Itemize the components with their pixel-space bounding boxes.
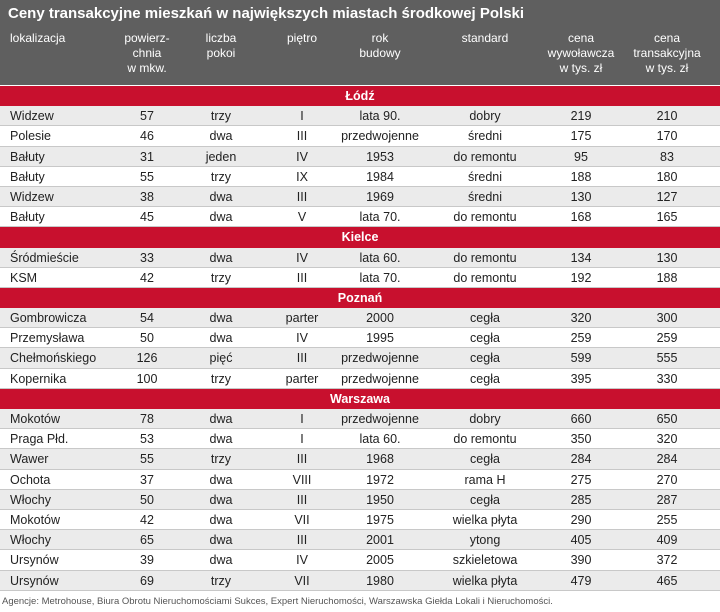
table-cell: 479 [570,573,592,588]
table-cell: 50 [140,331,154,346]
table-cell: 78 [140,412,154,426]
table-row [0,550,720,570]
table-cell: do remontu [453,250,517,265]
table-cell: 270 [656,472,678,487]
table-row [0,490,720,510]
table-cell: 1980 [366,573,394,588]
table-cell: 170 [656,129,678,144]
table-cell: 599 [570,351,592,366]
table-cell: Ursynów [10,553,59,568]
table-cell: 65 [140,533,154,548]
table-cell: III [296,189,308,204]
table-cell: Ursynów [10,573,59,588]
table-cell: 290 [570,512,592,527]
table-cell: 409 [656,533,678,548]
table-cell: Bałuty [10,169,45,184]
table-cell: 1975 [366,512,394,527]
table-cell: 31 [140,149,154,164]
table-cell: 395 [570,371,592,386]
header-standard [430,31,540,46]
table-cell: Bałuty [10,210,45,225]
table-cell: IV [296,149,308,164]
table-row [0,530,720,550]
table-row [0,571,720,591]
table-cell: dobry [469,412,501,426]
table-cell: dwa [209,472,233,487]
table-cell: dwa [209,250,233,265]
table-row [0,429,720,449]
table-cell: Przemysława [10,331,85,346]
table-cell: IV [296,250,308,265]
header-line: liczba [205,31,237,45]
table-cell: dwa [209,311,233,326]
header-line: chnia [132,46,162,60]
table-cell: 1953 [366,149,394,164]
table-row [0,106,720,126]
table-cell: 330 [656,371,678,386]
header-cena-wywolawcza [545,31,617,76]
header-line: transakcyjna [633,46,701,60]
table-cell: 192 [570,270,592,285]
table-row [0,409,720,429]
table-row [0,126,720,146]
header-cena-transakcyjna [628,31,706,76]
city-section-header: Poznań [0,288,720,308]
table-cell: Mokotów [10,412,61,426]
table-cell: cegła [470,351,500,366]
table-cell: I [300,432,304,447]
table-cell: 465 [656,573,678,588]
header-line: w tys. zł [559,61,603,75]
table-cell: do remontu [453,210,517,225]
table-cell: 50 [140,492,154,507]
table-cell: 660 [570,412,592,426]
table-cell: dwa [209,432,233,447]
table-cell: 53 [140,432,154,447]
header-line: powierz- [124,31,170,45]
table-row [0,369,720,389]
table-cell: średni [467,129,503,144]
table-row [0,187,720,207]
table-cell: Widzew [10,109,54,124]
table-cell: 1995 [366,331,394,346]
table-cell: cegła [470,311,500,326]
table-cell: III [296,533,308,548]
table-cell: wielka płyta [452,573,518,588]
table-cell: 210 [656,109,678,124]
table-cell: 45 [140,210,154,225]
table-cell: 130 [570,189,592,204]
table-cell: dwa [209,553,233,568]
table-row [0,449,720,469]
table-cell: III [296,452,308,467]
city-section-header: Warszawa [0,389,720,409]
table-cell: V [297,210,307,225]
table-cell: Widzew [10,189,54,204]
table-cell: jeden [205,149,237,164]
table-cell: 83 [660,149,674,164]
table-cell: 134 [570,250,592,265]
table-cell: 2000 [366,311,394,326]
table-cell: Bałuty [10,149,45,164]
table-cell: trzy [210,270,232,285]
table-cell: 1968 [366,452,394,467]
header-line: wywoławcza [547,46,615,60]
table-cell: 42 [140,512,154,527]
table-cell: 175 [570,129,592,144]
table-cell: VII [294,573,310,588]
table-cell: ytong [469,533,501,548]
table-cell: parter [285,371,319,386]
table-cell: dwa [209,512,233,527]
table-cell: Gombrowicza [10,311,87,326]
table-cell: 285 [570,492,592,507]
table-cell: 57 [140,109,154,124]
table-cell: VII [294,512,310,527]
header-line: w tys. zł [645,61,689,75]
table-cell: 650 [656,412,678,426]
table-cell: 1969 [366,189,394,204]
table-cell: 2005 [366,553,394,568]
table-row [0,167,720,187]
header-line: piętro [286,31,318,45]
table-cell: 320 [656,432,678,447]
table-cell: dwa [209,331,233,346]
table-cell: 130 [656,250,678,265]
table-cell: Ochota [10,472,51,487]
table-cell: 350 [570,432,592,447]
header-powierzchnia [118,31,176,76]
header-rok-budowy [330,31,430,61]
table-row [0,348,720,368]
table-cell: przedwojenne [341,129,419,144]
table-cell: lata 60. [359,250,401,265]
table-cell: IV [296,331,308,346]
table-cell: 180 [656,169,678,184]
table-body [0,86,720,591]
table-cell: dwa [209,210,233,225]
table-header [0,27,720,85]
table-cell: Kopernika [10,371,67,386]
table-cell: 275 [570,472,592,487]
table-cell: 42 [140,270,154,285]
table-cell: lata 90. [359,109,401,124]
header-line: budowy [359,46,401,60]
table-cell: trzy [210,452,232,467]
table-row [0,308,720,328]
table-cell: 168 [570,210,592,225]
table-cell: 320 [570,311,592,326]
table-cell: 46 [140,129,154,144]
table-cell: 300 [656,311,678,326]
table-cell: przedwojenne [341,371,419,386]
table-cell: 219 [570,109,592,124]
table-cell: Włochy [10,533,51,548]
header-line: standard [461,31,509,45]
table-cell: 284 [656,452,678,467]
table-cell: IV [296,553,308,568]
table-cell: dobry [469,109,501,124]
header-line: lokalizacja [10,31,66,45]
table-cell: trzy [210,109,232,124]
table-cell: 1984 [366,169,394,184]
header-lokalizacja [10,31,65,46]
table-cell: 33 [140,250,154,265]
table-cell: cegła [470,452,500,467]
table-cell: 127 [656,189,678,204]
table-row [0,470,720,490]
table-cell: dwa [209,492,233,507]
table-cell: do remontu [453,432,517,447]
table-cell: cegła [470,371,500,386]
table-cell: przedwojenne [341,412,419,426]
table-cell: dwa [209,412,233,426]
table-cell: VIII [292,472,312,487]
table-cell: średni [467,189,503,204]
table-cell: 126 [136,351,158,366]
table-row [0,147,720,167]
table-cell: 372 [656,553,678,568]
table-cell: 255 [656,512,678,527]
table-cell: przedwojenne [341,351,419,366]
table-cell: trzy [210,573,232,588]
table-title: Ceny transakcyjne mieszkań w największych miastach środkowej Polski [0,0,720,27]
table-cell: 54 [140,311,154,326]
table-cell: cegła [470,492,500,507]
table-cell: 39 [140,553,154,568]
table-cell: parter [285,311,319,326]
header-line: cena [653,31,681,45]
table-cell: dwa [209,533,233,548]
table-cell: rama H [464,472,506,487]
table-cell: Polesie [10,129,51,144]
table-cell: 405 [570,533,592,548]
table-cell: Włochy [10,492,51,507]
table-cell: 188 [656,270,678,285]
header-line: rok [371,31,389,45]
table-cell: III [296,351,308,366]
table-cell: do remontu [453,149,517,164]
city-section-header: Kielce [0,227,720,247]
table-cell: 1950 [366,492,394,507]
table-cell: wielka płyta [452,512,518,527]
table-cell: 55 [140,452,154,467]
table-cell: 38 [140,189,154,204]
header-pietro [273,31,331,46]
table-row [0,248,720,268]
table-cell: III [296,129,308,144]
table-cell: IX [296,169,308,184]
table-row [0,268,720,288]
table-cell: 188 [570,169,592,184]
header-liczba-pokoi [185,31,257,61]
table-cell: lata 70. [359,270,401,285]
table-cell: 259 [570,331,592,346]
table-cell: 100 [136,371,158,386]
table-cell: trzy [210,371,232,386]
table-cell: szkieletowa [452,553,518,568]
table-cell: 259 [656,331,678,346]
table-cell: lata 70. [359,210,401,225]
table-cell: trzy [210,169,232,184]
table-cell: cegła [470,331,500,346]
table-cell: 284 [570,452,592,467]
table-cell: 55 [140,169,154,184]
table-cell: III [296,270,308,285]
table-row [0,328,720,348]
table-cell: średni [467,169,503,184]
table-cell: 37 [140,472,154,487]
table-cell: dwa [209,129,233,144]
header-line: cena [567,31,595,45]
table-cell: 1972 [366,472,394,487]
table-cell: 95 [574,149,588,164]
table-cell: KSM [10,270,38,285]
table-row [0,207,720,227]
table-cell: 287 [656,492,678,507]
table-cell: Chełmońskiego [10,351,97,366]
table-cell: pięć [209,351,233,366]
table-cell: 555 [656,351,678,366]
table-cell: 2001 [366,533,394,548]
header-line: pokoi [206,46,236,60]
table-cell: Praga Płd. [10,432,69,447]
table-cell: Mokotów [10,512,61,527]
table-cell: Śródmieście [10,250,79,265]
city-section-header: Łódź [0,86,720,106]
table-row [0,510,720,530]
table-cell: 165 [656,210,678,225]
table-cell: lata 60. [359,432,401,447]
source-footer: Agencje: Metrohouse, Biura Obrotu Nieruchomościami Sukces, Expert Nieruchomości, Warszawska Giełda Lokali i Nieruchomości. [2,596,553,607]
table-cell: Wawer [10,452,49,467]
table-cell: I [300,109,304,124]
table-cell: do remontu [453,270,517,285]
table-cell: dwa [209,189,233,204]
table-cell: I [300,412,304,426]
header-line: w mkw. [127,61,167,75]
table-cell: III [296,492,308,507]
table-cell: 69 [140,573,154,588]
table-cell: 390 [570,553,592,568]
